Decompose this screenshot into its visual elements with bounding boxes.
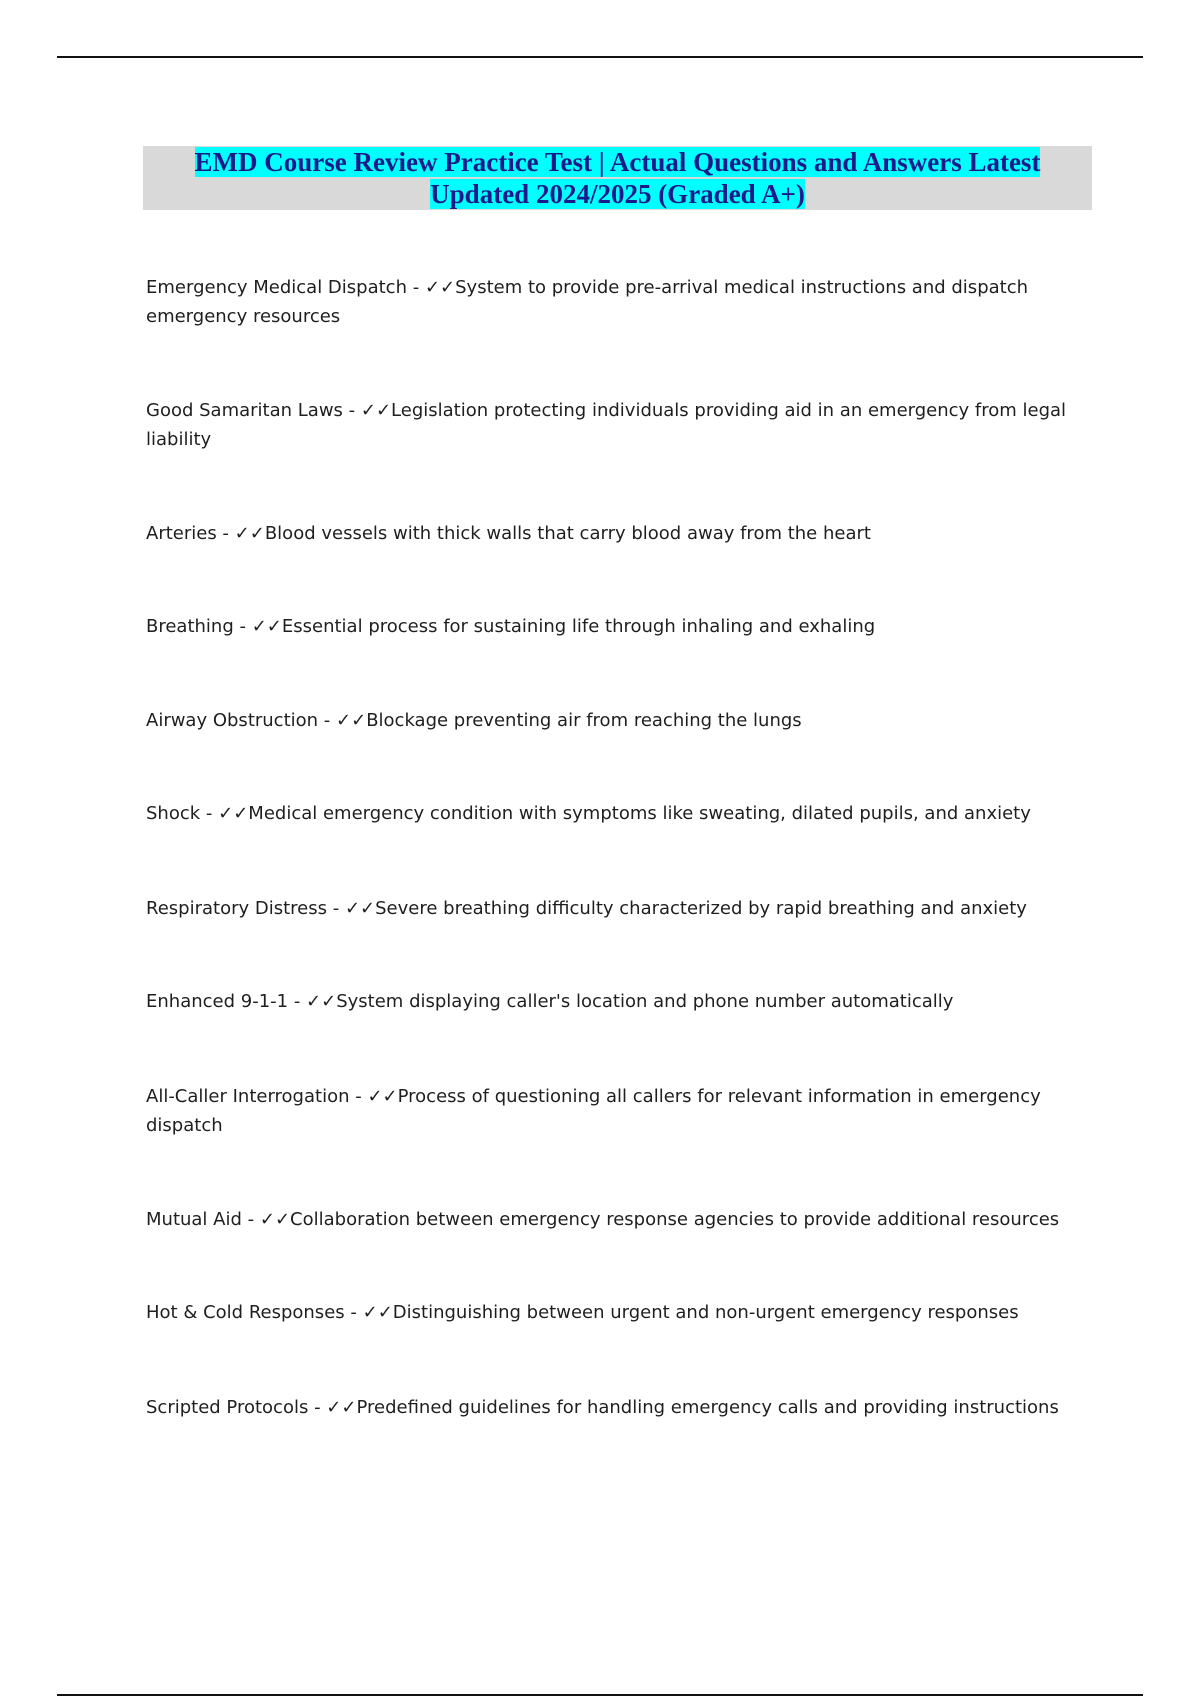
term-entry (146, 1205, 1076, 1298)
check-icon: ✓✓ (326, 1397, 357, 1418)
separator: - (342, 400, 361, 421)
term: All-Caller Interrogation (146, 1086, 350, 1107)
separator: - (349, 1086, 368, 1107)
term: Emergency Medical Dispatch (146, 277, 407, 298)
term-entry (146, 612, 1076, 706)
term-entry (146, 987, 1076, 1082)
check-icon: ✓✓ (367, 1086, 398, 1107)
term-entry (146, 1082, 1076, 1205)
separator: - (406, 277, 425, 298)
term: Scripted Protocols (146, 1397, 309, 1418)
term: Mutual Aid (146, 1209, 242, 1230)
document-title (143, 146, 1092, 210)
term-entry (146, 706, 1076, 799)
definition: System displaying caller's location and phone number automatically (336, 991, 954, 1012)
separator: - (308, 1397, 327, 1418)
title-line-1: EMD Course Review Practice Test | Actual Questions and Answers Latest (194, 147, 1041, 177)
term: Good Samaritan Laws (146, 400, 343, 421)
separator: - (241, 1209, 260, 1230)
top-rule (57, 56, 1143, 58)
term-entry (146, 894, 1076, 987)
term: Hot & Cold Responses (146, 1302, 345, 1323)
term-entry (146, 1393, 1076, 1453)
check-icon: ✓✓ (218, 803, 249, 824)
check-icon: ✓✓ (360, 400, 392, 421)
separator: - (318, 710, 337, 731)
term-entry (146, 396, 1076, 519)
definition: Blood vessels with thick walls that carry blood away from the heart (264, 523, 871, 544)
check-icon: ✓✓ (251, 616, 282, 637)
term: Respiratory Distress (146, 898, 327, 919)
check-icon: ✓✓ (336, 710, 367, 731)
separator: - (200, 803, 219, 824)
separator: - (344, 1302, 363, 1323)
check-icon: ✓✓ (362, 1302, 393, 1323)
definition: Distinguishing between urgent and non-urgent emergency responses (392, 1302, 1019, 1323)
term: Enhanced 9-1-1 (146, 991, 289, 1012)
term: Shock (146, 803, 201, 824)
check-icon: ✓✓ (234, 523, 265, 544)
definition: Predefined guidelines for handling emergency calls and providing instructions (356, 1397, 1059, 1418)
separator: - (233, 616, 252, 637)
definition: Medical emergency condition with symptoms like sweating, dilated pupils, and anxiety (248, 803, 1031, 824)
term-entry (146, 519, 1076, 612)
title-line-2: Updated 2024/2025 (Graded A+) (430, 179, 805, 209)
separator: - (288, 991, 307, 1012)
term: Breathing (146, 616, 234, 637)
definition: Essential process for sustaining life through inhaling and exhaling (281, 616, 876, 637)
check-icon: ✓✓ (306, 991, 337, 1012)
term-entry (146, 1298, 1076, 1393)
definition: Legislation protecting individuals providing aid in an emergency from legal liability (146, 400, 1067, 450)
term: Airway Obstruction (146, 710, 319, 731)
definition: Severe breathing difficulty characterized by rapid breathing and anxiety (375, 898, 1027, 919)
separator: - (216, 523, 235, 544)
check-icon: ✓✓ (344, 898, 376, 919)
definition: System to provide pre-arrival medical instructions and dispatch emergency resources (146, 277, 1029, 327)
definition: Process of questioning all callers for relevant information in emergency dispatch (146, 1086, 1041, 1136)
term-entry (146, 273, 1076, 396)
separator: - (326, 898, 345, 919)
check-icon: ✓✓ (259, 1209, 291, 1230)
bottom-rule (57, 1694, 1143, 1696)
term: Arteries (146, 523, 217, 544)
definition: Collaboration between emergency response agencies to provide additional resources (290, 1209, 1060, 1230)
check-icon: ✓✓ (424, 277, 456, 298)
term-entry (146, 799, 1076, 894)
term-list (146, 273, 1076, 1453)
definition: Blockage preventing air from reaching the lungs (366, 710, 802, 731)
